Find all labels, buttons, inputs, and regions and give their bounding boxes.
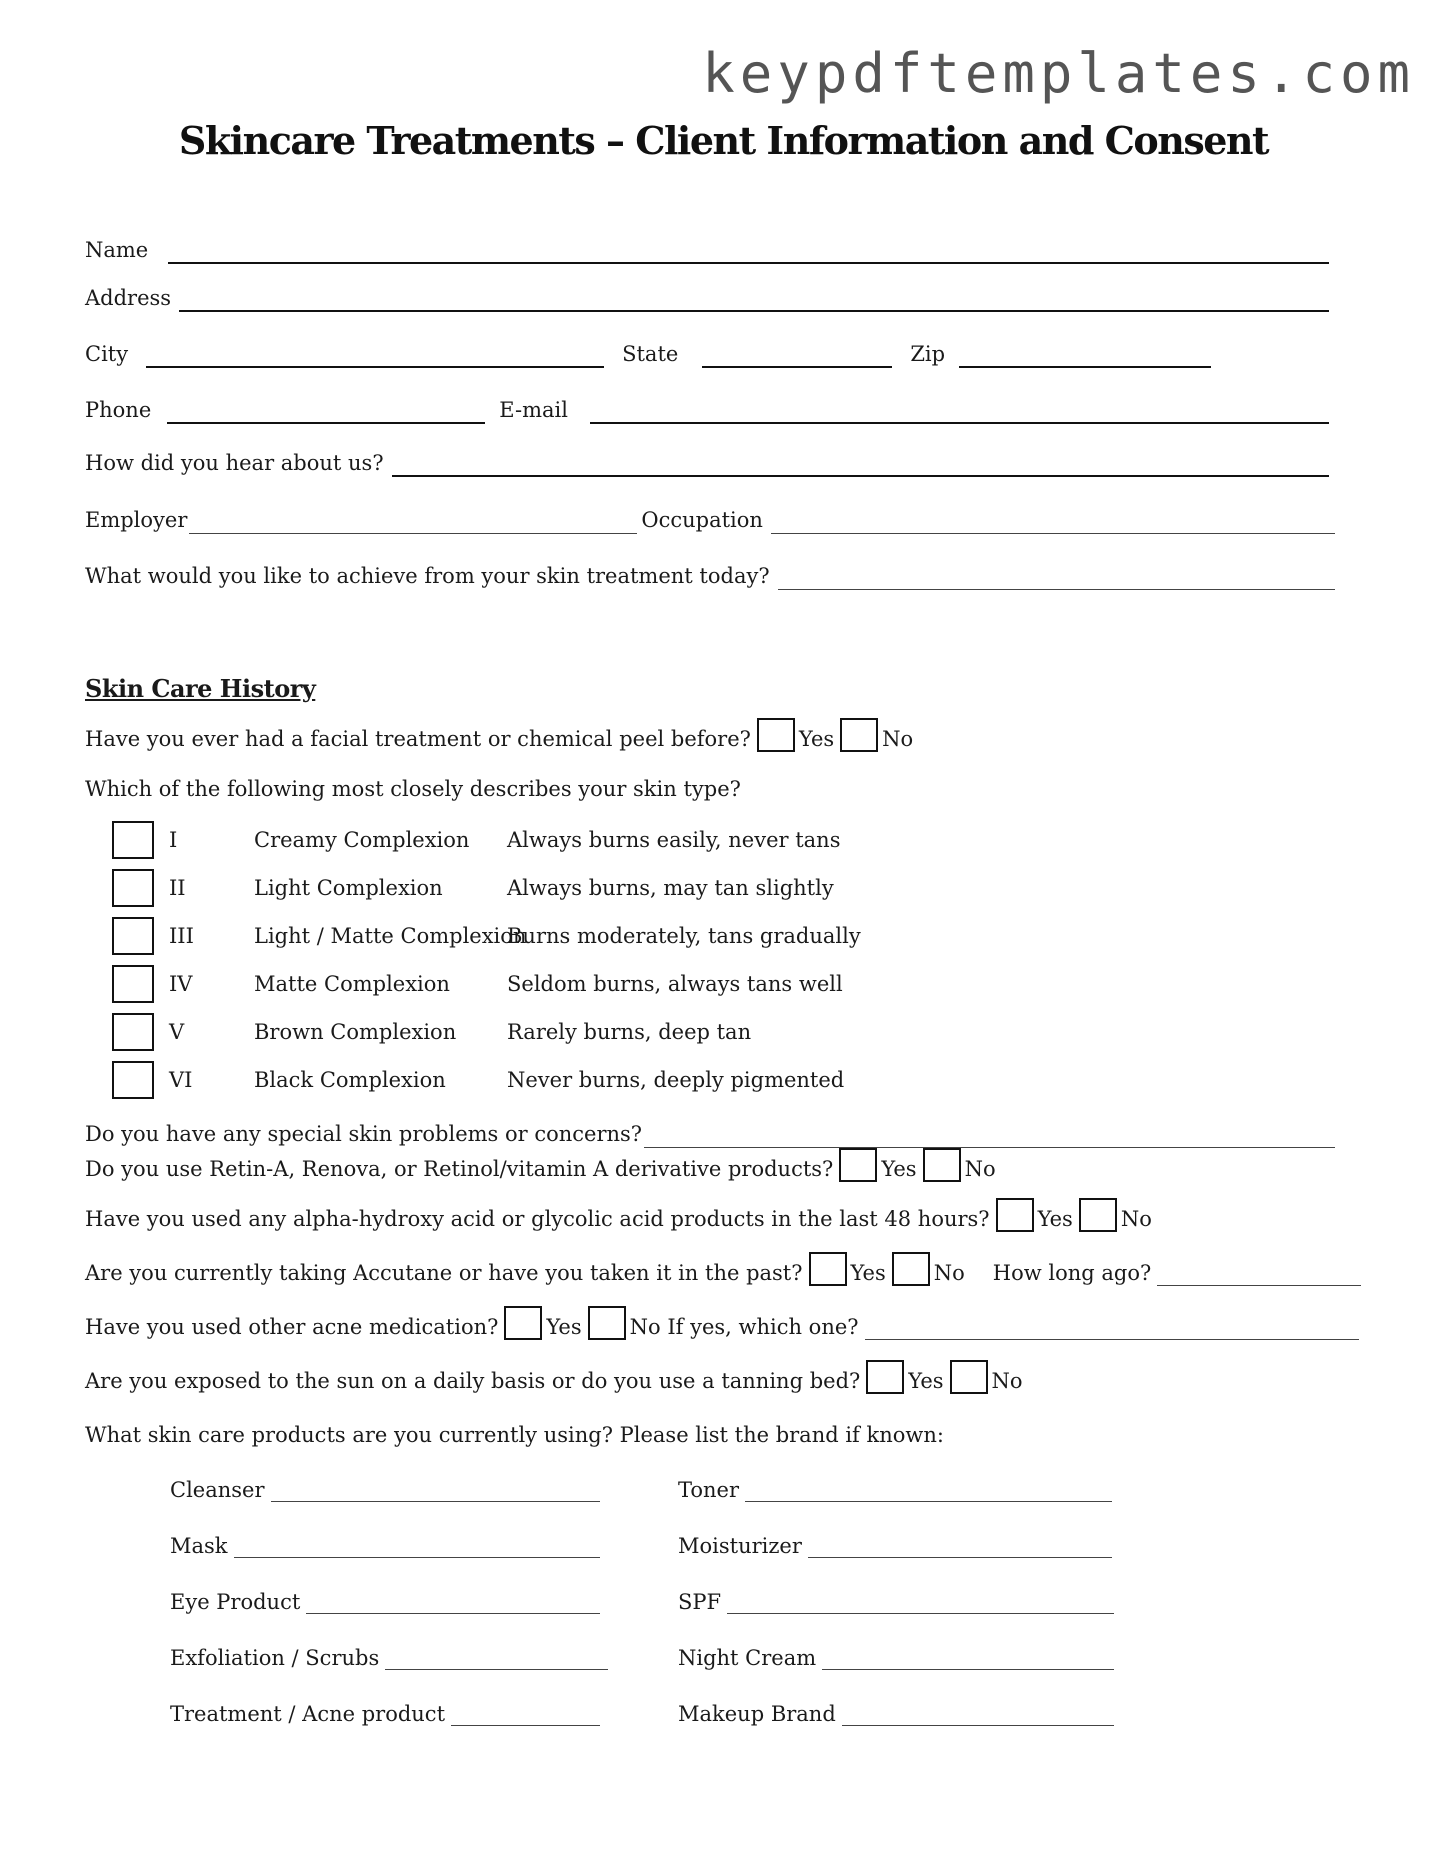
cleanser-row [170,1478,600,1502]
accutane-question [85,1252,1361,1286]
skin-type-row [112,868,834,908]
no-if-yes-label: No If yes, which one? [629,1315,859,1339]
address-field[interactable] [179,288,1329,312]
problems-field[interactable] [644,1127,1335,1148]
section-heading: Skin Care History [85,674,316,703]
makeup-label: Makeup Brand [678,1702,836,1726]
facial-question [85,718,913,752]
moisturizer-field[interactable] [808,1537,1112,1558]
aha-yes-checkbox[interactable] [996,1198,1034,1232]
eye-row [170,1590,600,1614]
exfoliation-label: Exfoliation / Scrubs [170,1646,380,1670]
address-row [85,278,1359,312]
aha-no-checkbox[interactable] [1079,1198,1117,1232]
skin-type-name: Light Complexion [254,876,443,900]
acne-which-field[interactable] [865,1319,1359,1340]
skin-type-desc: Rarely burns, deep tan [507,1020,752,1044]
skin-type-checkbox[interactable] [112,917,154,955]
exfoliation-row [170,1646,608,1670]
employer-row [85,500,1359,534]
occupation-field[interactable] [771,513,1335,534]
skin-type-row [112,964,843,1004]
night-cream-label: Night Cream [678,1646,817,1670]
skin-type-label: Which of the following most closely describes your skin type? [85,777,741,801]
facial-yes-checkbox[interactable] [757,718,795,752]
yes-label: Yes [908,1369,944,1393]
eye-label: Eye Product [170,1590,301,1614]
skin-type-desc: Always burns easily, never tans [507,828,841,852]
problems-row [85,1114,1359,1148]
toner-label: Toner [678,1478,740,1502]
no-label: No [964,1157,996,1181]
name-row [85,230,1359,264]
form-title: Skincare Treatments – Client Information and Consent [178,118,1269,163]
cleanser-label: Cleanser [170,1478,265,1502]
yes-label: Yes [546,1315,582,1339]
hear-field[interactable] [392,453,1329,477]
skin-type-desc: Never burns, deeply pigmented [507,1068,845,1092]
skin-type-name: Matte Complexion [254,972,450,996]
retin-no-checkbox[interactable] [923,1148,961,1182]
occupation-label: Occupation [641,508,763,532]
skin-type-num: V [169,1020,185,1044]
cleanser-field[interactable] [271,1481,601,1502]
address-label: Address [85,286,172,310]
skin-type-num: VI [169,1068,193,1092]
spf-row [678,1590,1114,1614]
yes-label: Yes [881,1157,917,1181]
accutane-yes-checkbox[interactable] [809,1252,847,1286]
achieve-field[interactable] [778,569,1335,590]
no-label: No [991,1369,1023,1393]
skin-type-checkbox[interactable] [112,965,154,1003]
exfoliation-field[interactable] [385,1649,608,1670]
city-field[interactable] [146,344,604,368]
skin-type-desc: Seldom burns, always tans well [507,972,843,996]
acne-no-checkbox[interactable] [588,1306,626,1340]
problems-label: Do you have any special skin problems or concerns? [85,1122,643,1146]
spf-field[interactable] [727,1593,1114,1614]
no-label: No [1120,1207,1152,1231]
night-cream-row [678,1646,1114,1670]
skin-type-num: III [169,924,194,948]
products-label: What skin care products are you currently using? Please list the brand if known: [85,1423,944,1447]
facial-no-checkbox[interactable] [840,718,878,752]
retin-yes-checkbox[interactable] [839,1148,877,1182]
skin-type-num: IV [169,972,193,996]
facial-label: Have you ever had a facial treatment or chemical peel before? [85,727,751,751]
skin-type-name: Brown Complexion [254,1020,457,1044]
sun-yes-checkbox[interactable] [866,1360,904,1394]
accutane-label: Are you currently taking Accutane or have you taken it in the past? [85,1261,803,1285]
employer-label: Employer [85,508,188,532]
zip-field[interactable] [959,344,1211,368]
skin-type-desc: Always burns, may tan slightly [507,876,834,900]
name-label: Name [85,238,149,262]
name-field[interactable] [168,240,1329,264]
achieve-label: What would you like to achieve from your skin treatment today? [85,564,770,588]
skin-type-name: Light / Matte Complexion [254,924,527,948]
night-cream-field[interactable] [822,1649,1114,1670]
no-label: No [933,1261,965,1285]
skin-type-checkbox[interactable] [112,821,154,859]
mask-label: Mask [170,1534,228,1558]
makeup-row [678,1702,1114,1726]
city-label: City [85,342,129,366]
acne-question [85,1306,1359,1340]
aha-question [85,1198,1152,1232]
treatment-field[interactable] [451,1705,600,1726]
zip-label: Zip [910,342,946,366]
how-long-label: How long ago? [992,1261,1152,1285]
sun-label: Are you exposed to the sun on a daily basis or do you use a tanning bed? [85,1369,861,1393]
skin-type-name: Creamy Complexion [254,828,470,852]
skin-type-desc: Burns moderately, tans gradually [507,924,861,948]
skin-type-name: Black Complexion [254,1068,446,1092]
products-question [85,1422,944,1448]
aha-label: Have you used any alpha-hydroxy acid or glycolic acid products in the last 48 hours? [85,1207,990,1231]
acne-yes-checkbox[interactable] [504,1306,542,1340]
phone-row [85,390,1359,424]
moisturizer-row [678,1534,1112,1558]
how-long-field[interactable] [1157,1265,1361,1286]
yes-label: Yes [850,1261,886,1285]
skin-type-num: I [169,828,178,852]
no-label: No [882,727,914,751]
moisturizer-label: Moisturizer [678,1534,802,1558]
employer-field[interactable] [189,513,637,534]
skin-type-row [112,820,841,860]
toner-field[interactable] [745,1481,1112,1502]
retin-label: Do you use Retin-A, Renova, or Retinol/vitamin A derivative products? [85,1157,834,1181]
email-label: E-mail [499,398,568,422]
skin-type-num: II [169,876,186,900]
city-row [85,334,1359,368]
spf-label: SPF [678,1590,722,1614]
phone-field[interactable] [167,400,485,424]
treatment-row [170,1702,600,1726]
mask-row [170,1534,600,1558]
state-field[interactable] [702,344,892,368]
state-label: State [622,342,679,366]
achieve-row [85,556,1359,590]
hear-row [85,443,1359,477]
watermark: keypdftemplates.com [702,42,1415,105]
email-field[interactable] [590,400,1329,424]
retin-question [85,1148,996,1182]
skin-type-question [85,776,741,802]
treatment-label: Treatment / Acne product [170,1702,446,1726]
yes-label: Yes [798,727,835,751]
sun-no-checkbox[interactable] [950,1360,988,1394]
toner-row [678,1478,1112,1502]
accutane-no-checkbox[interactable] [892,1252,930,1286]
phone-label: Phone [85,398,152,422]
skin-type-checkbox[interactable] [112,1061,154,1099]
skin-type-row [112,916,861,956]
skin-type-row [112,1060,845,1100]
hear-label: How did you hear about us? [85,451,384,475]
mask-field[interactable] [234,1537,600,1558]
yes-label: Yes [1037,1207,1073,1231]
eye-field[interactable] [306,1593,600,1614]
skin-type-checkbox[interactable] [112,869,154,907]
skin-type-row [112,1012,752,1052]
makeup-field[interactable] [842,1705,1114,1726]
acne-label: Have you used other acne medication? [85,1315,499,1339]
skin-type-checkbox[interactable] [112,1013,154,1051]
sun-question [85,1360,1023,1394]
